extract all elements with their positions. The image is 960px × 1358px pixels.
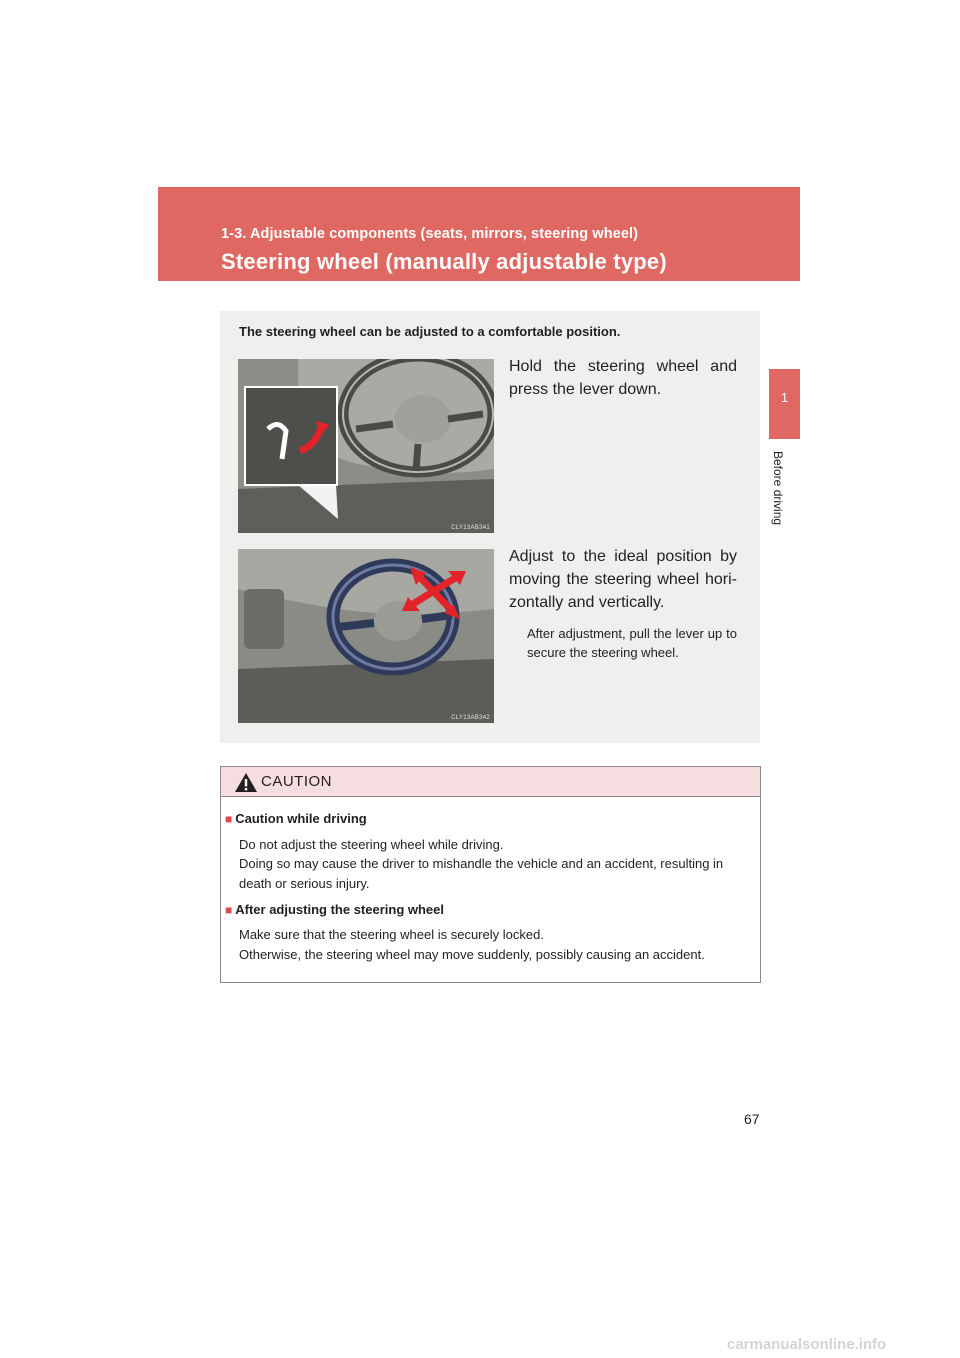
caution-1-line-2: Doing so may cause the driver to mishandle the vehicle and an accident, resulting in	[239, 856, 724, 871]
step-2-text: Adjust to the ideal position by moving the steering wheel hori-zontally and vertically.	[509, 548, 737, 611]
step-1-illustration	[238, 359, 494, 533]
warning-triangle-icon	[234, 772, 258, 793]
step-1-text: Hold the steering wheel and press the lever down.	[509, 358, 737, 398]
caution-heading-1-text: Caution while driving	[235, 811, 367, 826]
caution-title: CAUTION	[261, 773, 332, 790]
caution-1-line-1: Do not adjust the steering wheel while driving.	[239, 837, 504, 852]
step-2-note: After adjustment, pull the lever up to secure the steering wheel.	[527, 626, 737, 660]
step-2-illustration	[238, 549, 494, 723]
step-2-image-code: CLY13AB342	[451, 715, 490, 721]
caution-heading-2	[225, 902, 444, 917]
section-label: 1-3. Adjustable components (seats, mirrors, steering wheel)	[221, 226, 639, 242]
chapter-label: Before driving	[771, 451, 785, 526]
step-1-image-code: CLY13AB341	[451, 525, 490, 531]
page-number: 67	[744, 1111, 760, 1127]
caution-heading-1	[225, 811, 367, 826]
caution-2-line-2: Otherwise, the steering wheel may move suddenly, possibly causing an accident.	[239, 947, 705, 962]
bullet-square-icon: ■	[225, 812, 233, 826]
caution-box	[220, 766, 761, 983]
watermark[interactable]: carmanualsonline.info	[727, 1336, 887, 1353]
page-title: Steering wheel (manually adjustable type)	[221, 249, 667, 274]
caution-heading-2-text: After adjusting the steering wheel	[235, 902, 445, 917]
caution-1-line-3: death or serious injury.	[239, 876, 370, 891]
steering-lever-photo	[238, 359, 494, 533]
caution-header	[221, 767, 760, 797]
procedure-panel	[220, 311, 760, 743]
procedure-intro: The steering wheel can be adjusted to a comfortable position.	[239, 324, 621, 339]
chapter-number: 1	[780, 390, 789, 405]
bullet-square-icon: ■	[225, 903, 233, 917]
chapter-tab[interactable]	[769, 369, 800, 439]
caution-2-line-1: Make sure that the steering wheel is securely locked.	[239, 927, 544, 942]
steering-adjust-photo	[238, 549, 494, 723]
